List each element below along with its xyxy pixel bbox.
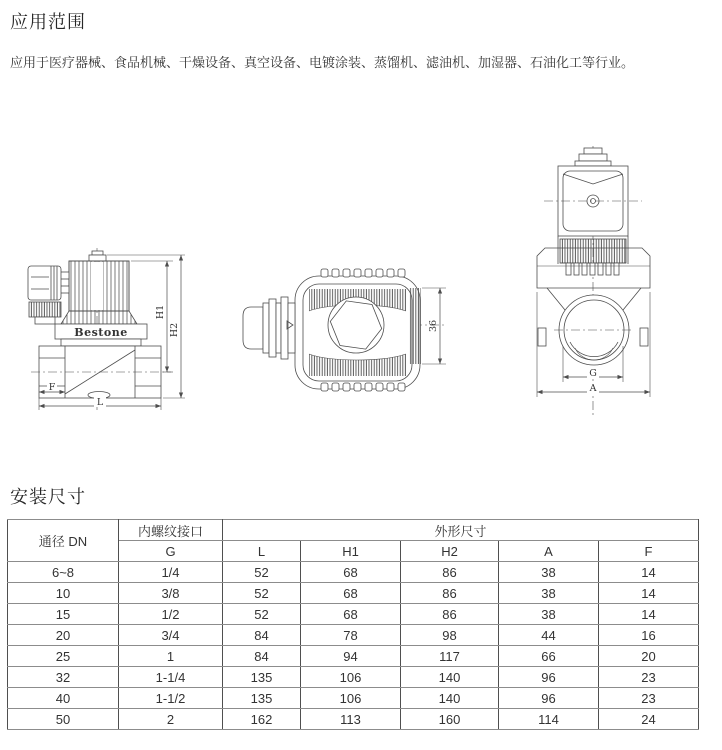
header-l: L (223, 541, 301, 562)
dimensions-section-title: 安装尺寸 (10, 487, 86, 507)
cell-h2: 140 (401, 688, 499, 709)
cell-a: 44 (499, 625, 599, 646)
cell-f: 23 (599, 667, 699, 688)
dim-label-l: L (96, 397, 104, 408)
dim-label-g: G (589, 368, 597, 379)
cell-g: 3/4 (119, 625, 223, 646)
cell-l: 162 (223, 709, 301, 730)
technical-drawings (0, 130, 722, 470)
cell-l: 135 (223, 667, 301, 688)
cell-h2: 160 (401, 709, 499, 730)
table-row (8, 688, 699, 709)
dim-label-h1: H1 (155, 304, 166, 320)
cell-dn: 15 (8, 604, 119, 625)
cell-h1: 68 (301, 583, 401, 604)
cell-f: 16 (599, 625, 699, 646)
application-section-title: 应用范围 (10, 12, 86, 32)
cell-a: 38 (499, 562, 599, 583)
front-view-drawing (530, 146, 662, 428)
cell-l: 135 (223, 688, 301, 709)
cell-l: 84 (223, 625, 301, 646)
top-view-drawing (243, 259, 449, 401)
cell-g: 2 (119, 709, 223, 730)
cell-g: 1 (119, 646, 223, 667)
table-row (8, 709, 699, 730)
cell-g: 1/4 (119, 562, 223, 583)
cell-f: 23 (599, 688, 699, 709)
cell-h2: 98 (401, 625, 499, 646)
cell-f: 14 (599, 604, 699, 625)
table-row (8, 604, 699, 625)
cell-g: 3/8 (119, 583, 223, 604)
cell-l: 52 (223, 562, 301, 583)
cell-g: 1-1/4 (119, 667, 223, 688)
cell-h1: 68 (301, 562, 401, 583)
header-f: F (599, 541, 699, 562)
header-g: G (119, 541, 223, 562)
dim-label-a: A (589, 383, 597, 394)
cell-dn: 6~8 (8, 562, 119, 583)
cell-dn: 40 (8, 688, 119, 709)
header-a: A (499, 541, 599, 562)
brand-label: Bestone (74, 326, 128, 339)
cell-g: 1/2 (119, 604, 223, 625)
cell-g: 1-1/2 (119, 688, 223, 709)
header-dn: 通径 DN (8, 520, 119, 562)
cell-h2: 117 (401, 646, 499, 667)
cell-dn: 20 (8, 625, 119, 646)
cell-h1: 106 (301, 688, 401, 709)
cell-l: 84 (223, 646, 301, 667)
cell-h2: 86 (401, 562, 499, 583)
table-row (8, 646, 699, 667)
side-view-drawing (25, 246, 187, 414)
cell-l: 52 (223, 604, 301, 625)
dimensions-table (7, 519, 699, 730)
application-text: 应用于医疗器械、食品机械、干燥设备、真空设备、电镀涂装、蒸馏机、滤油机、加湿器、石油化工等行业。 (10, 55, 635, 70)
cell-f: 14 (599, 562, 699, 583)
cell-h1: 68 (301, 604, 401, 625)
table-row (8, 583, 699, 604)
cell-a: 66 (499, 646, 599, 667)
cell-a: 96 (499, 667, 599, 688)
cell-h1: 78 (301, 625, 401, 646)
cell-dn: 10 (8, 583, 119, 604)
cell-dn: 32 (8, 667, 119, 688)
cell-h2: 86 (401, 604, 499, 625)
header-h2: H2 (401, 541, 499, 562)
header-h1: H1 (301, 541, 401, 562)
cell-a: 114 (499, 709, 599, 730)
dim-label-f: F (48, 382, 56, 393)
cell-h2: 140 (401, 667, 499, 688)
cell-f: 24 (599, 709, 699, 730)
cell-h1: 94 (301, 646, 401, 667)
cell-dn: 50 (8, 709, 119, 730)
table-row (8, 562, 699, 583)
cell-h1: 106 (301, 667, 401, 688)
cell-l: 52 (223, 583, 301, 604)
cell-h2: 86 (401, 583, 499, 604)
header-outline-group: 外形尺寸 (223, 520, 699, 541)
cell-h1: 113 (301, 709, 401, 730)
cell-f: 14 (599, 583, 699, 604)
dim-label-36: 36 (428, 319, 439, 333)
cell-a: 38 (499, 604, 599, 625)
cell-a: 38 (499, 583, 599, 604)
cell-a: 96 (499, 688, 599, 709)
table-row (8, 625, 699, 646)
header-thread-group: 内螺纹接口 (119, 520, 223, 541)
cell-f: 20 (599, 646, 699, 667)
cell-dn: 25 (8, 646, 119, 667)
dim-label-h2: H2 (169, 322, 180, 338)
table-row (8, 667, 699, 688)
